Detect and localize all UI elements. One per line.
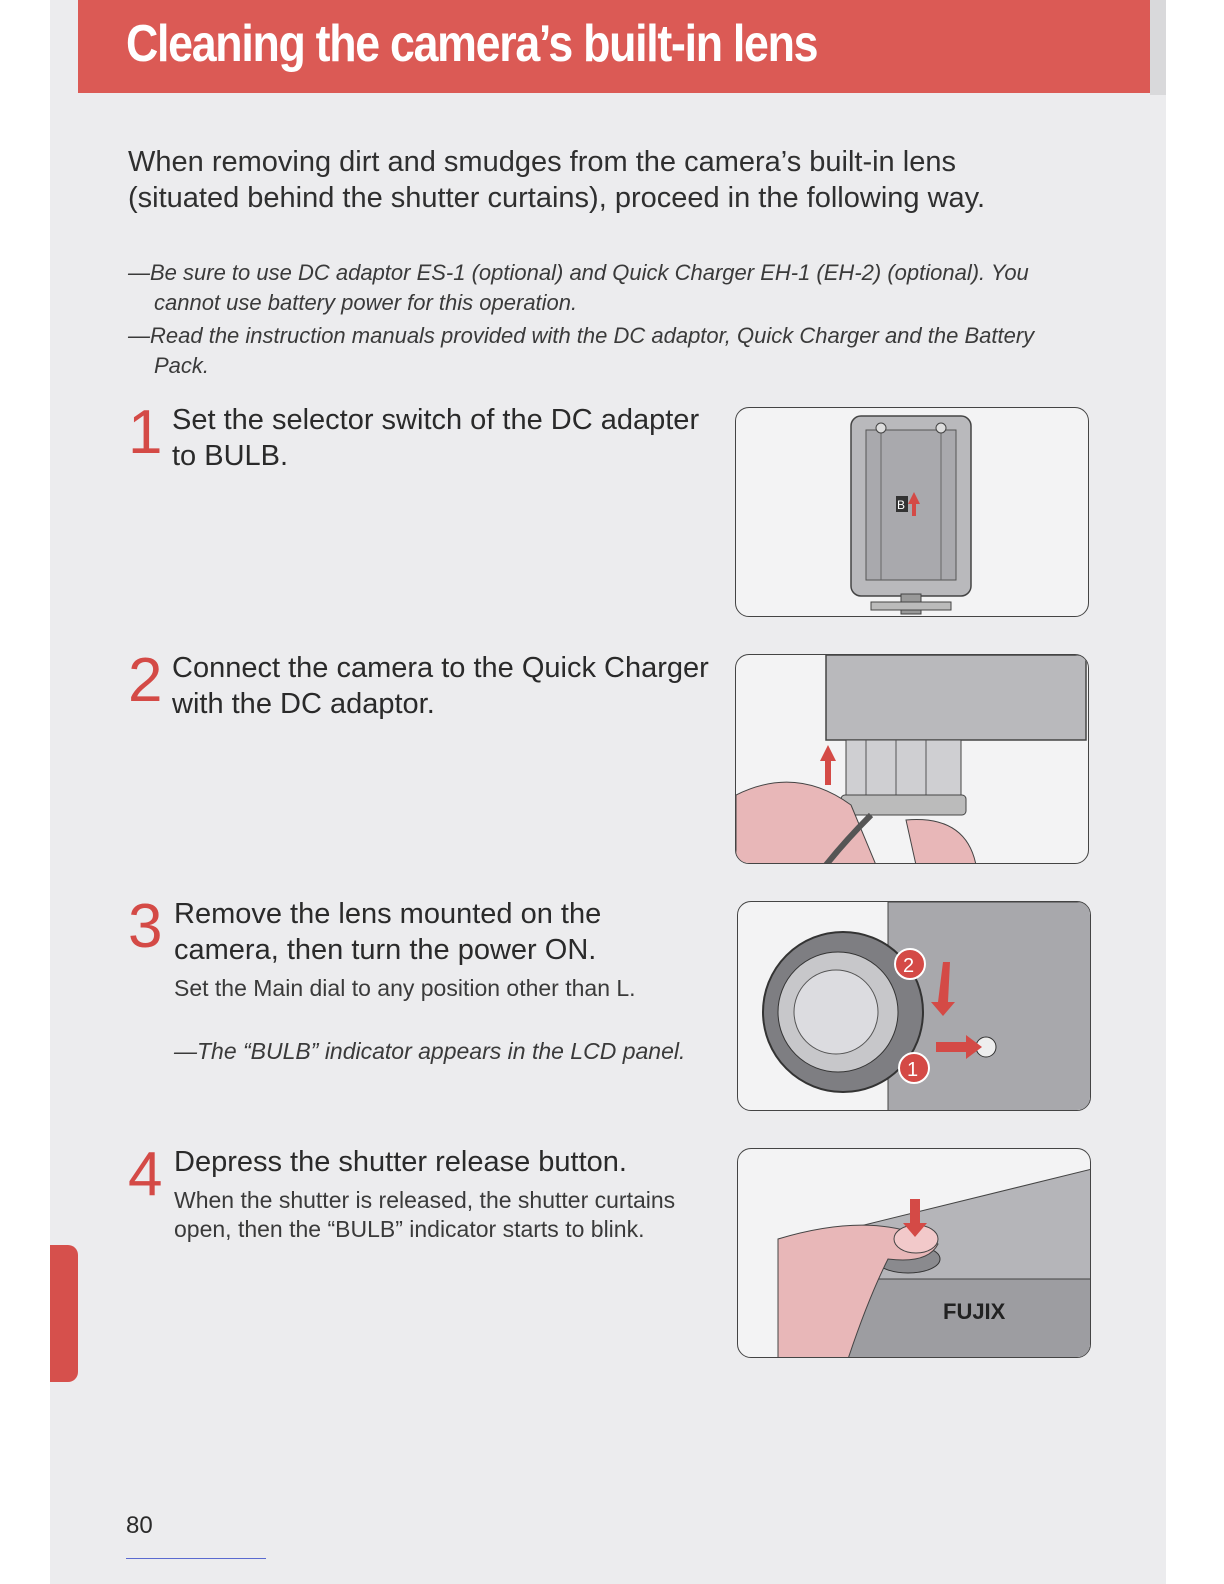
arrow-up-icon [820,745,836,785]
step-title: Depress the shutter release button. [174,1146,627,1178]
remove-lens-illustration [737,901,1091,1111]
step-description: Set the Main dial to any position other than L. [174,975,636,1001]
step-title: Connect the camera to the Quick Charger with the DC adaptor. [172,652,709,720]
page-number: 80 [126,1512,153,1539]
note-item: —Read the instruction manuals provided with the DC adaptor, Quick Charger and the Battery Pack. [128,323,1035,378]
step-3 [128,892,708,1106]
footer-rule [126,1558,266,1559]
header-band [78,0,1150,93]
section-tab-marker [50,1245,78,1382]
step-number: 2 [128,646,163,715]
step-1 [128,398,708,542]
step-description: When the shutter is released, the shutter curtains open, then the “BULB” indicator starts to blink. [174,1187,676,1242]
shutter-release-illustration [737,1148,1091,1358]
brand-logo-text: FUJIX [943,1299,1006,1324]
step-title: Set the selector switch of the DC adapter to BULB. [172,404,700,472]
step-title: Remove the lens mounted on the camera, then turn the power ON. [174,898,602,966]
step-number: 3 [128,892,163,961]
callout-2: 2 [903,955,915,977]
step-number: 1 [128,398,163,467]
switch-label: B [897,498,906,512]
step-note: —The “BULB” indicator appears in the LCD panel. [174,1038,686,1064]
connect-charger-illustration [735,654,1089,864]
intro-paragraph: When removing dirt and smudges from the camera’s built-in lens (situated behind the shutter curtains), proceed in the following way. [128,146,986,214]
step-number: 4 [128,1140,163,1209]
callout-1: 1 [907,1059,919,1081]
step-4 [128,1140,708,1284]
dc-adaptor-illustration [735,407,1089,617]
step-2 [128,646,709,790]
page-title: Cleaning the camera’s built-in lens [126,15,818,73]
caution-notes [128,258,1088,384]
note-item: —Be sure to use DC adaptor ES-1 (optional) and Quick Charger EH-1 (EH-2) (optional). You cannot use battery power for this operation. [128,260,1029,315]
page-edge [1150,0,1166,95]
